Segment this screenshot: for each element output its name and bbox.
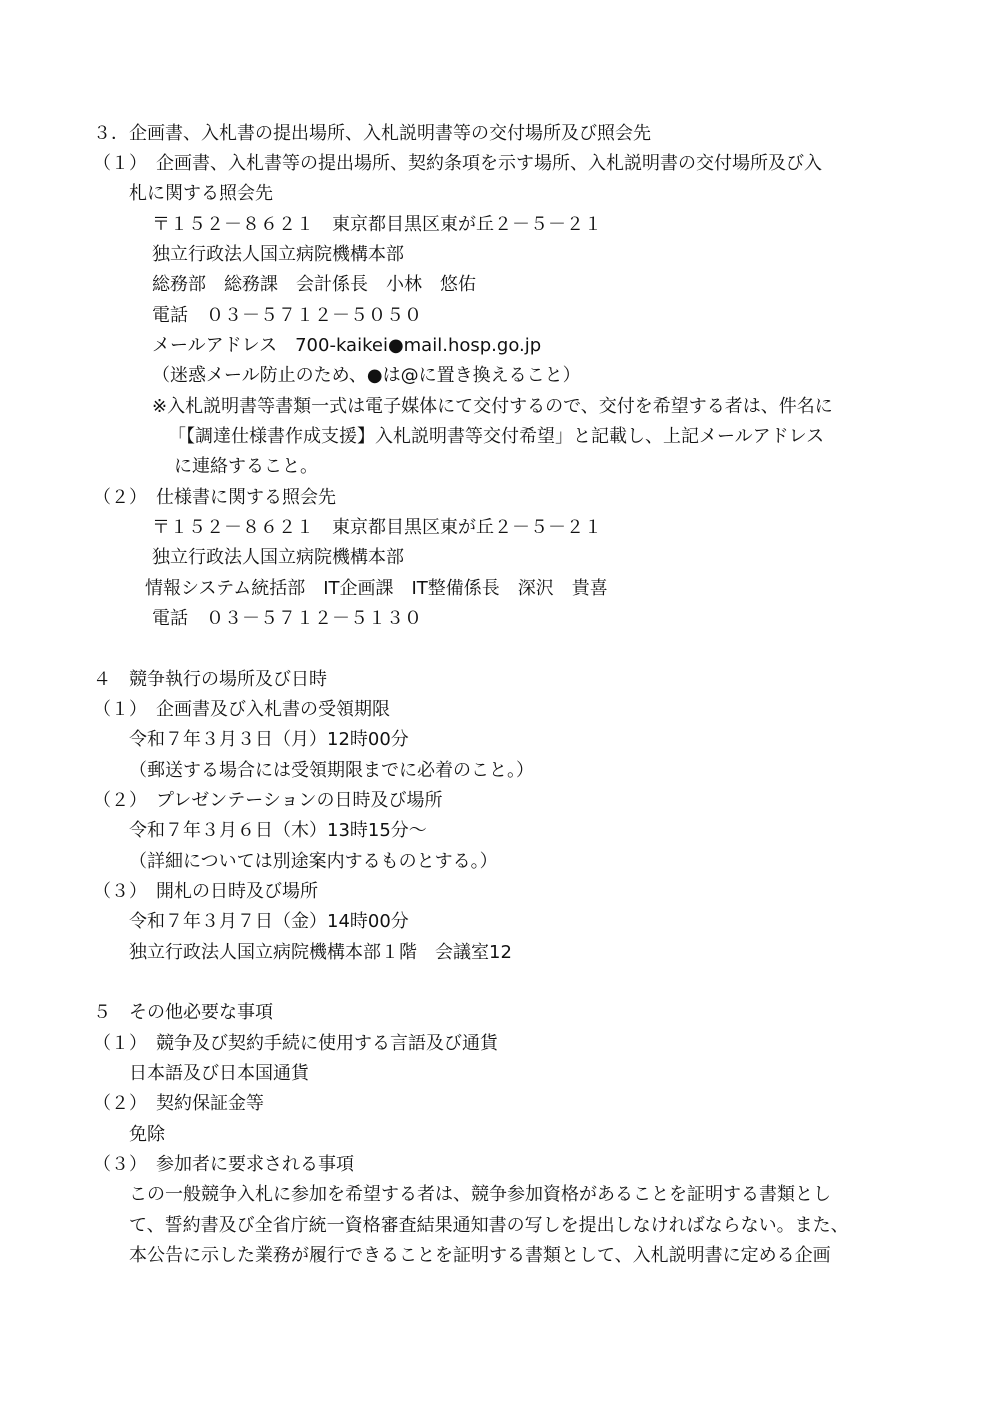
section3-item1-note-line1: ※入札説明書等書類一式は電子媒体にて交付するので、交付を希望する者は、件名に xyxy=(152,396,833,417)
section3-item1-tel: 電話 ０３－５７１２－５０５０ xyxy=(152,305,422,326)
section5-item3-body-line3: 本公告に示した業務が履行できることを証明する書類として、入札説明書に定める企画 xyxy=(129,1245,831,1266)
section4-item2-label: （２） プレゼンテーションの日時及び場所 xyxy=(93,790,443,811)
section4-item3-label: （３） 開札の日時及び場所 xyxy=(93,881,318,902)
section5-item3-body-line1: この一般競争入札に参加を希望する者は、競争参加資格があることを証明する書類とし xyxy=(129,1184,831,1205)
section3-item2-org: 独立行政法人国立病院機構本部 xyxy=(152,547,404,568)
section3-item1-org: 独立行政法人国立病院機構本部 xyxy=(152,244,404,265)
section3-item2-label: （２） 仕様書に関する照会先 xyxy=(93,487,336,508)
section5-item2-label: （２） 契約保証金等 xyxy=(93,1093,264,1114)
section3-item2-dept: 情報システム統括部 IT企画課 IT整備係長 深沢 貴喜 xyxy=(145,578,608,599)
section4-item1-note: （郵送する場合には受領期限までに必着のこと。） xyxy=(129,760,534,781)
section3-item1-note-line2: 「【調達仕様書作成支援】入札説明書等交付希望」と記載し、上記メールアドレス xyxy=(168,426,825,447)
section5-heading: ５ その他必要な事項 xyxy=(93,1002,273,1023)
section3-item1-label-cont: 札に関する照会先 xyxy=(129,183,273,204)
section5-item3-body-line2: て、誓約書及び全省庁統一資格審査結果通知書の写しを提出しなければならない。また、 xyxy=(129,1215,849,1236)
section3-item1-note-line3: に連絡すること。 xyxy=(174,456,318,477)
section4-item2-date: 令和７年３月６日（木）13時15分～ xyxy=(129,820,427,841)
section5-item1-label: （１） 競争及び契約手続に使用する言語及び通貨 xyxy=(93,1033,498,1054)
section3-item1-email-note: （迷惑メール防止のため、●は@に置き換えること） xyxy=(152,365,581,386)
section4-item2-note: （詳細については別途案内するものとする。） xyxy=(129,851,498,872)
section3-item2-postal: 〒１５２－８６２１ 東京都目黒区東が丘２－５－２１ xyxy=(152,517,602,538)
section4-heading: ４ 競争執行の場所及び日時 xyxy=(93,669,327,690)
section5-item1-body: 日本語及び日本国通貨 xyxy=(129,1063,309,1084)
section3-item1-postal: 〒１５２－８６２１ 東京都目黒区東が丘２－５－２１ xyxy=(152,214,602,235)
section4-item1-date: 令和７年３月３日（月）12時00分 xyxy=(129,729,409,750)
section3-item1-label: （１） 企画書、入札書等の提出場所、契約条項を示す場所、入札説明書の交付場所及び入 xyxy=(93,153,822,174)
section4-item1-label: （１） 企画書及び入札書の受領期限 xyxy=(93,699,390,720)
section5-item2-body: 免除 xyxy=(129,1124,165,1145)
section3-item1-email: メールアドレス 700-kaikei●mail.hosp.go.jp xyxy=(152,335,542,356)
section5-item3-label: （３） 参加者に要求される事項 xyxy=(93,1154,354,1175)
section3-item2-tel: 電話 ０３－５７１２－５１３０ xyxy=(152,608,422,629)
section3-heading: ３．企画書、入札書の提出場所、入札説明書等の交付場所及び照会先 xyxy=(93,123,651,144)
section4-item3-place: 独立行政法人国立病院機構本部１階 会議室12 xyxy=(129,942,512,963)
section3-item1-dept: 総務部 総務課 会計係長 小林 悠佑 xyxy=(152,274,476,295)
section4-item3-date: 令和７年３月７日（金）14時00分 xyxy=(129,911,409,932)
